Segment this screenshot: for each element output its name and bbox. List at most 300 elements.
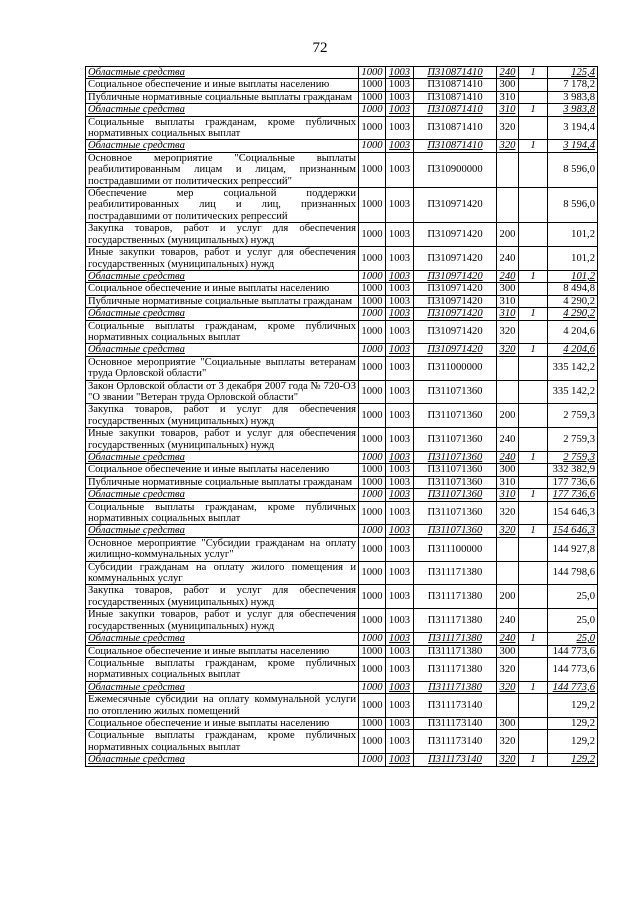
- row-name-cell: Социальные выплаты гражданам, кроме публичных нормативных социальных выплат: [86, 116, 359, 140]
- row-name-cell: Публичные нормативные социальные выплаты гражданам: [86, 476, 359, 488]
- admin-code-cell: [519, 91, 548, 103]
- amount-cell: 177 736,6: [548, 476, 598, 488]
- row-name-cell: Социальные выплаты гражданам, кроме публичных нормативных социальных выплат: [86, 730, 359, 754]
- table-row: [86, 428, 598, 452]
- expense-type-cell: 320: [497, 525, 519, 537]
- subsection-code-cell: 1003: [386, 754, 414, 766]
- amount-cell: 101,2: [548, 270, 598, 282]
- subsection-code-cell: 1003: [386, 657, 414, 681]
- row-name-cell: Закупка товаров, работ и услуг для обеспечения государственных (муниципальных) нужд: [86, 404, 359, 428]
- subsection-code-cell: 1003: [386, 283, 414, 295]
- admin-code-cell: [519, 188, 548, 223]
- target-article-cell: П311171380: [414, 585, 497, 609]
- subsection-code-cell: 1003: [386, 104, 414, 116]
- section-code-cell: 1000: [359, 537, 386, 561]
- expense-type-cell: 200: [497, 585, 519, 609]
- target-article-cell: П311071360: [414, 464, 497, 476]
- expense-type-cell: 240: [497, 247, 519, 271]
- target-article-cell: П311171380: [414, 561, 497, 585]
- target-article-cell: П311100000: [414, 537, 497, 561]
- row-name-cell: Областные средства: [86, 489, 359, 501]
- table-row: [86, 283, 598, 295]
- expense-type-cell: 300: [497, 645, 519, 657]
- expense-type-cell: 300: [497, 79, 519, 91]
- section-code-cell: 1000: [359, 247, 386, 271]
- amount-cell: 335 142,2: [548, 356, 598, 380]
- amount-cell: 144 773,6: [548, 657, 598, 681]
- section-code-cell: 1000: [359, 681, 386, 693]
- amount-cell: 25,0: [548, 609, 598, 633]
- expense-type-cell: 310: [497, 308, 519, 320]
- target-article-cell: П311071360: [414, 476, 497, 488]
- row-name-cell: Иные закупки товаров, работ и услуг для обеспечения государственных (муниципальных) нужд: [86, 609, 359, 633]
- target-article-cell: П310900000: [414, 152, 497, 187]
- expense-type-cell: 320: [497, 140, 519, 152]
- amount-cell: 25,0: [548, 633, 598, 645]
- table-row: [86, 356, 598, 380]
- subsection-code-cell: 1003: [386, 585, 414, 609]
- amount-cell: 177 736,6: [548, 489, 598, 501]
- target-article-cell: П310971420: [414, 320, 497, 344]
- section-code-cell: 1000: [359, 67, 386, 79]
- section-code-cell: 1000: [359, 320, 386, 344]
- amount-cell: 2 759,3: [548, 404, 598, 428]
- row-name-cell: Социальные выплаты гражданам, кроме публичных нормативных социальных выплат: [86, 320, 359, 344]
- section-code-cell: 1000: [359, 91, 386, 103]
- subsection-code-cell: 1003: [386, 717, 414, 729]
- row-name-cell: Иные закупки товаров, работ и услуг для обеспечения государственных (муниципальных) нужд: [86, 428, 359, 452]
- expense-type-cell: 310: [497, 91, 519, 103]
- table-row: [86, 476, 598, 488]
- expense-type-cell: 310: [497, 295, 519, 307]
- amount-cell: 129,2: [548, 730, 598, 754]
- table-row: [86, 140, 598, 152]
- row-name-cell: Закупка товаров, работ и услуг для обеспечения государственных (муниципальных) нужд: [86, 223, 359, 247]
- target-article-cell: П310871410: [414, 104, 497, 116]
- target-article-cell: П311071360: [414, 452, 497, 464]
- expense-type-cell: 240: [497, 67, 519, 79]
- table-row: [86, 464, 598, 476]
- admin-code-cell: [519, 657, 548, 681]
- expense-type-cell: 320: [497, 754, 519, 766]
- expense-type-cell: 310: [497, 104, 519, 116]
- expense-type-cell: 300: [497, 283, 519, 295]
- table-row: [86, 717, 598, 729]
- table-row: [86, 380, 598, 404]
- subsection-code-cell: 1003: [386, 476, 414, 488]
- row-name-cell: Публичные нормативные социальные выплаты гражданам: [86, 295, 359, 307]
- target-article-cell: П311173140: [414, 730, 497, 754]
- row-name-cell: Областные средства: [86, 344, 359, 356]
- table-row: [86, 657, 598, 681]
- target-article-cell: П310971420: [414, 188, 497, 223]
- expense-type-cell: 320: [497, 681, 519, 693]
- target-article-cell: П311071360: [414, 380, 497, 404]
- amount-cell: 154 646,3: [548, 501, 598, 525]
- admin-code-cell: 1: [519, 681, 548, 693]
- table-row: [86, 223, 598, 247]
- admin-code-cell: 1: [519, 67, 548, 79]
- budget-table-body: [86, 67, 598, 767]
- table-row: [86, 247, 598, 271]
- section-code-cell: 1000: [359, 188, 386, 223]
- amount-cell: 4 290,2: [548, 308, 598, 320]
- admin-code-cell: [519, 476, 548, 488]
- expense-type-cell: [497, 152, 519, 187]
- table-row: [86, 561, 598, 585]
- expense-type-cell: 300: [497, 717, 519, 729]
- table-row: [86, 681, 598, 693]
- section-code-cell: 1000: [359, 717, 386, 729]
- amount-cell: 144 773,6: [548, 681, 598, 693]
- row-name-cell: Социальное обеспечение и иные выплаты населению: [86, 645, 359, 657]
- subsection-code-cell: 1003: [386, 694, 414, 718]
- section-code-cell: 1000: [359, 464, 386, 476]
- target-article-cell: П311071360: [414, 525, 497, 537]
- expense-type-cell: 240: [497, 428, 519, 452]
- table-row: [86, 308, 598, 320]
- expense-type-cell: 300: [497, 464, 519, 476]
- subsection-code-cell: 1003: [386, 452, 414, 464]
- table-row: [86, 152, 598, 187]
- row-name-cell: Областные средства: [86, 67, 359, 79]
- section-code-cell: 1000: [359, 561, 386, 585]
- target-article-cell: П310871410: [414, 79, 497, 91]
- admin-code-cell: [519, 585, 548, 609]
- amount-cell: 144 773,6: [548, 645, 598, 657]
- admin-code-cell: 1: [519, 525, 548, 537]
- amount-cell: 8 596,0: [548, 188, 598, 223]
- admin-code-cell: [519, 320, 548, 344]
- row-name-cell: Основное мероприятие "Социальные выплаты ветеранам труда Орловской области": [86, 356, 359, 380]
- admin-code-cell: [519, 561, 548, 585]
- section-code-cell: 1000: [359, 140, 386, 152]
- section-code-cell: 1000: [359, 344, 386, 356]
- subsection-code-cell: 1003: [386, 320, 414, 344]
- row-name-cell: Областные средства: [86, 754, 359, 766]
- subsection-code-cell: 1003: [386, 91, 414, 103]
- admin-code-cell: [519, 404, 548, 428]
- admin-code-cell: [519, 464, 548, 476]
- target-article-cell: П310971420: [414, 223, 497, 247]
- subsection-code-cell: 1003: [386, 380, 414, 404]
- subsection-code-cell: 1003: [386, 404, 414, 428]
- expense-type-cell: 240: [497, 270, 519, 282]
- admin-code-cell: [519, 152, 548, 187]
- amount-cell: 25,0: [548, 585, 598, 609]
- subsection-code-cell: 1003: [386, 633, 414, 645]
- target-article-cell: П311173140: [414, 717, 497, 729]
- amount-cell: 4 204,6: [548, 320, 598, 344]
- row-name-cell: Социальные выплаты гражданам, кроме публичных нормативных социальных выплат: [86, 501, 359, 525]
- amount-cell: 335 142,2: [548, 380, 598, 404]
- subsection-code-cell: 1003: [386, 537, 414, 561]
- amount-cell: 144 927,8: [548, 537, 598, 561]
- subsection-code-cell: 1003: [386, 67, 414, 79]
- subsection-code-cell: 1003: [386, 140, 414, 152]
- row-name-cell: Субсидии гражданам на оплату жилого помещения и коммунальных услуг: [86, 561, 359, 585]
- expense-type-cell: 320: [497, 657, 519, 681]
- admin-code-cell: 1: [519, 489, 548, 501]
- amount-cell: 4 204,6: [548, 344, 598, 356]
- admin-code-cell: 1: [519, 308, 548, 320]
- admin-code-cell: [519, 380, 548, 404]
- section-code-cell: 1000: [359, 152, 386, 187]
- amount-cell: 3 194,4: [548, 140, 598, 152]
- amount-cell: 129,2: [548, 717, 598, 729]
- subsection-code-cell: 1003: [386, 428, 414, 452]
- subsection-code-cell: 1003: [386, 609, 414, 633]
- row-name-cell: Социальное обеспечение и иные выплаты населению: [86, 283, 359, 295]
- amount-cell: 154 646,3: [548, 525, 598, 537]
- table-row: [86, 633, 598, 645]
- section-code-cell: 1000: [359, 633, 386, 645]
- row-name-cell: Публичные нормативные социальные выплаты гражданам: [86, 91, 359, 103]
- admin-code-cell: [519, 730, 548, 754]
- section-code-cell: 1000: [359, 404, 386, 428]
- table-row: [86, 91, 598, 103]
- amount-cell: 3 983,8: [548, 104, 598, 116]
- row-name-cell: Областные средства: [86, 270, 359, 282]
- amount-cell: 2 759,3: [548, 428, 598, 452]
- subsection-code-cell: 1003: [386, 188, 414, 223]
- section-code-cell: 1000: [359, 476, 386, 488]
- admin-code-cell: [519, 295, 548, 307]
- admin-code-cell: 1: [519, 104, 548, 116]
- admin-code-cell: [519, 428, 548, 452]
- section-code-cell: 1000: [359, 585, 386, 609]
- admin-code-cell: [519, 645, 548, 657]
- page-number: 72: [312, 40, 328, 56]
- subsection-code-cell: 1003: [386, 223, 414, 247]
- section-code-cell: 1000: [359, 501, 386, 525]
- expense-type-cell: 320: [497, 730, 519, 754]
- row-name-cell: Ежемесячные субсидии на оплату коммунальной услуги по отоплению жилых помещений: [86, 694, 359, 718]
- admin-code-cell: [519, 356, 548, 380]
- table-row: [86, 452, 598, 464]
- budget-table: [85, 66, 598, 767]
- section-code-cell: 1000: [359, 270, 386, 282]
- row-name-cell: Областные средства: [86, 104, 359, 116]
- target-article-cell: П310971420: [414, 247, 497, 271]
- target-article-cell: П311071360: [414, 428, 497, 452]
- amount-cell: 101,2: [548, 223, 598, 247]
- subsection-code-cell: 1003: [386, 464, 414, 476]
- expense-type-cell: 240: [497, 609, 519, 633]
- target-article-cell: П311173140: [414, 754, 497, 766]
- target-article-cell: П310971420: [414, 295, 497, 307]
- target-article-cell: П310871410: [414, 91, 497, 103]
- subsection-code-cell: 1003: [386, 645, 414, 657]
- row-name-cell: Областные средства: [86, 452, 359, 464]
- row-name-cell: Обеспечение мер социальной поддержки реабилитированных лиц и лиц, признанных пострадавшими от политических репрессий: [86, 188, 359, 223]
- subsection-code-cell: 1003: [386, 501, 414, 525]
- admin-code-cell: 1: [519, 452, 548, 464]
- table-row: [86, 188, 598, 223]
- table-row: [86, 489, 598, 501]
- row-name-cell: Основное мероприятие "Социальные выплаты реабилитированным лицам и лицам, признанным пострадавшими от политических репрессий": [86, 152, 359, 187]
- section-code-cell: 1000: [359, 104, 386, 116]
- section-code-cell: 1000: [359, 283, 386, 295]
- admin-code-cell: [519, 609, 548, 633]
- table-row: [86, 295, 598, 307]
- admin-code-cell: [519, 537, 548, 561]
- amount-cell: 125,4: [548, 67, 598, 79]
- subsection-code-cell: 1003: [386, 730, 414, 754]
- target-article-cell: П310971420: [414, 344, 497, 356]
- row-name-cell: Социальное обеспечение и иные выплаты населению: [86, 464, 359, 476]
- section-code-cell: 1000: [359, 657, 386, 681]
- section-code-cell: 1000: [359, 116, 386, 140]
- row-name-cell: Закон Орловской области от 3 декабря 2007 года № 720-ОЗ "О звании "Ветеран труда Орловской области": [86, 380, 359, 404]
- row-name-cell: Областные средства: [86, 633, 359, 645]
- row-name-cell: Закупка товаров, работ и услуг для обеспечения государственных (муниципальных) нужд: [86, 585, 359, 609]
- section-code-cell: 1000: [359, 380, 386, 404]
- table-row: [86, 585, 598, 609]
- table-row: [86, 694, 598, 718]
- section-code-cell: 1000: [359, 356, 386, 380]
- table-row: [86, 320, 598, 344]
- expense-type-cell: 320: [497, 344, 519, 356]
- section-code-cell: 1000: [359, 525, 386, 537]
- table-row: [86, 67, 598, 79]
- admin-code-cell: [519, 223, 548, 247]
- amount-cell: 332 382,9: [548, 464, 598, 476]
- admin-code-cell: [519, 283, 548, 295]
- table-row: [86, 79, 598, 91]
- admin-code-cell: 1: [519, 270, 548, 282]
- amount-cell: 4 290,2: [548, 295, 598, 307]
- subsection-code-cell: 1003: [386, 116, 414, 140]
- target-article-cell: П310971420: [414, 308, 497, 320]
- row-name-cell: Социальное обеспечение и иные выплаты населению: [86, 79, 359, 91]
- target-article-cell: П310871410: [414, 140, 497, 152]
- subsection-code-cell: 1003: [386, 681, 414, 693]
- amount-cell: 144 798,6: [548, 561, 598, 585]
- subsection-code-cell: 1003: [386, 247, 414, 271]
- admin-code-cell: 1: [519, 140, 548, 152]
- table-row: [86, 344, 598, 356]
- table-row: [86, 754, 598, 766]
- amount-cell: 7 178,2: [548, 79, 598, 91]
- subsection-code-cell: 1003: [386, 525, 414, 537]
- amount-cell: 101,2: [548, 247, 598, 271]
- target-article-cell: П311171380: [414, 633, 497, 645]
- table-row: [86, 537, 598, 561]
- table-row: [86, 525, 598, 537]
- amount-cell: 8 494,8: [548, 283, 598, 295]
- row-name-cell: Областные средства: [86, 140, 359, 152]
- target-article-cell: П311171380: [414, 609, 497, 633]
- section-code-cell: 1000: [359, 645, 386, 657]
- subsection-code-cell: 1003: [386, 79, 414, 91]
- section-code-cell: 1000: [359, 79, 386, 91]
- target-article-cell: П311173140: [414, 694, 497, 718]
- expense-type-cell: [497, 356, 519, 380]
- admin-code-cell: [519, 694, 548, 718]
- target-article-cell: П311071360: [414, 404, 497, 428]
- table-row: [86, 501, 598, 525]
- subsection-code-cell: 1003: [386, 489, 414, 501]
- expense-type-cell: 320: [497, 320, 519, 344]
- expense-type-cell: [497, 561, 519, 585]
- subsection-code-cell: 1003: [386, 295, 414, 307]
- expense-type-cell: 200: [497, 404, 519, 428]
- target-article-cell: П311071360: [414, 489, 497, 501]
- target-article-cell: П311171380: [414, 645, 497, 657]
- section-code-cell: 1000: [359, 223, 386, 247]
- subsection-code-cell: 1003: [386, 308, 414, 320]
- row-name-cell: Областные средства: [86, 681, 359, 693]
- expense-type-cell: 200: [497, 223, 519, 247]
- row-name-cell: Областные средства: [86, 525, 359, 537]
- amount-cell: 129,2: [548, 754, 598, 766]
- expense-type-cell: 320: [497, 501, 519, 525]
- admin-code-cell: [519, 79, 548, 91]
- subsection-code-cell: 1003: [386, 344, 414, 356]
- row-name-cell: Социальные выплаты гражданам, кроме публичных нормативных социальных выплат: [86, 657, 359, 681]
- section-code-cell: 1000: [359, 609, 386, 633]
- row-name-cell: Областные средства: [86, 308, 359, 320]
- section-code-cell: 1000: [359, 489, 386, 501]
- expense-type-cell: 240: [497, 452, 519, 464]
- table-row: [86, 270, 598, 282]
- amount-cell: 129,2: [548, 694, 598, 718]
- table-row: [86, 609, 598, 633]
- expense-type-cell: 320: [497, 116, 519, 140]
- target-article-cell: П310871410: [414, 116, 497, 140]
- table-row: [86, 116, 598, 140]
- subsection-code-cell: 1003: [386, 270, 414, 282]
- amount-cell: 2 759,3: [548, 452, 598, 464]
- admin-code-cell: [519, 717, 548, 729]
- section-code-cell: 1000: [359, 295, 386, 307]
- section-code-cell: 1000: [359, 308, 386, 320]
- expense-type-cell: [497, 380, 519, 404]
- target-article-cell: П310871410: [414, 67, 497, 79]
- amount-cell: 3 194,4: [548, 116, 598, 140]
- subsection-code-cell: 1003: [386, 356, 414, 380]
- expense-type-cell: 240: [497, 633, 519, 645]
- section-code-cell: 1000: [359, 428, 386, 452]
- table-row: [86, 730, 598, 754]
- expense-type-cell: [497, 188, 519, 223]
- target-article-cell: П311000000: [414, 356, 497, 380]
- admin-code-cell: [519, 116, 548, 140]
- row-name-cell: Социальное обеспечение и иные выплаты населению: [86, 717, 359, 729]
- subsection-code-cell: 1003: [386, 561, 414, 585]
- expense-type-cell: [497, 694, 519, 718]
- expense-type-cell: 310: [497, 489, 519, 501]
- table-row: [86, 645, 598, 657]
- target-article-cell: П310971420: [414, 283, 497, 295]
- subsection-code-cell: 1003: [386, 152, 414, 187]
- table-row: [86, 104, 598, 116]
- row-name-cell: Иные закупки товаров, работ и услуг для обеспечения государственных (муниципальных) нужд: [86, 247, 359, 271]
- target-article-cell: П311171380: [414, 657, 497, 681]
- amount-cell: 3 983,8: [548, 91, 598, 103]
- admin-code-cell: 1: [519, 344, 548, 356]
- section-code-cell: 1000: [359, 754, 386, 766]
- section-code-cell: 1000: [359, 452, 386, 464]
- admin-code-cell: 1: [519, 754, 548, 766]
- admin-code-cell: [519, 247, 548, 271]
- expense-type-cell: [497, 537, 519, 561]
- section-code-cell: 1000: [359, 730, 386, 754]
- expense-type-cell: 310: [497, 476, 519, 488]
- target-article-cell: П311171380: [414, 681, 497, 693]
- target-article-cell: П310971420: [414, 270, 497, 282]
